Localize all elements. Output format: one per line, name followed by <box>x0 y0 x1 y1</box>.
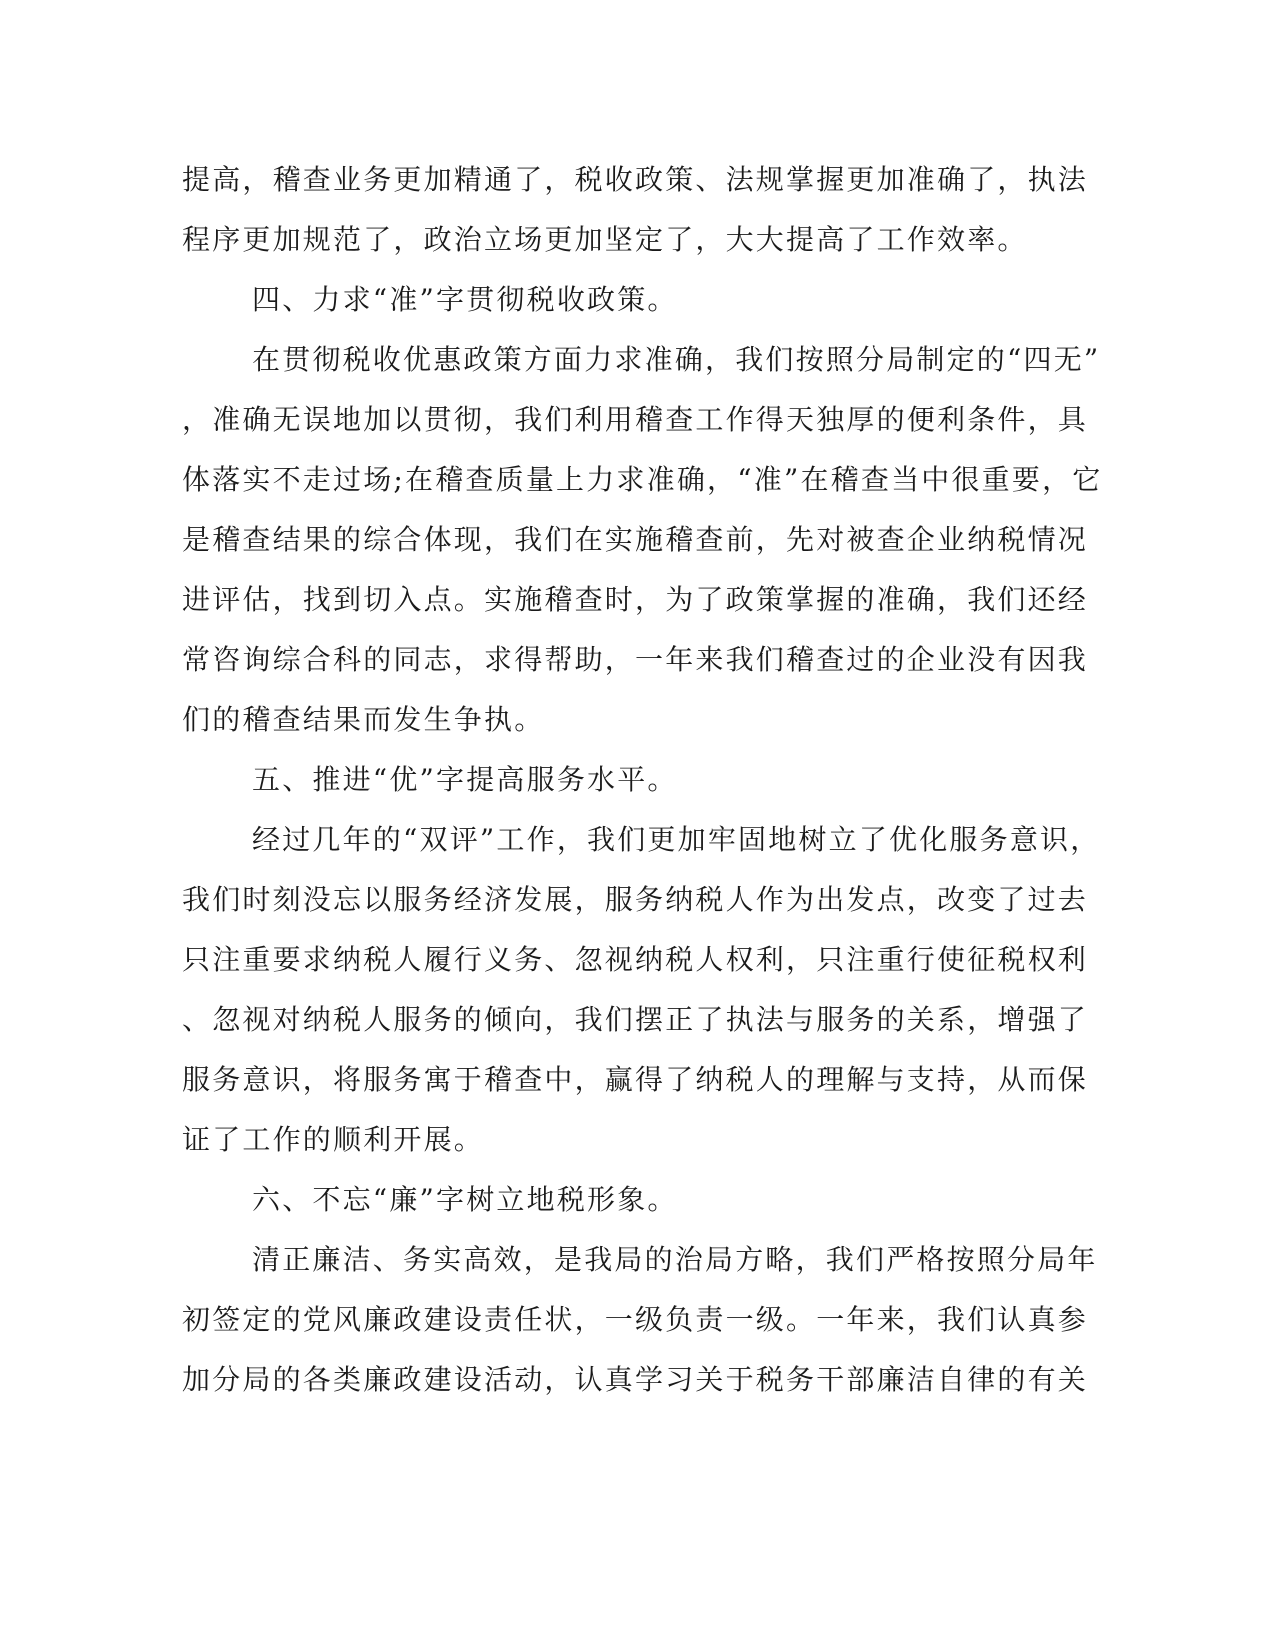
text-line: 常咨询综合科的同志，求得帮助，一年来我们稽查过的企业没有因我 <box>182 643 1089 676</box>
text-line: 进评估，找到切入点。实施稽查时，为了政策掌握的准确，我们还经 <box>182 583 1089 616</box>
text-line: 证了工作的顺利开展。 <box>182 1123 485 1156</box>
paragraph-first-line: 清正廉洁、务实高效，是我局的治局方略，我们严格按照分局年 <box>252 1243 1098 1276</box>
text-line: 们的稽查结果而发生争执。 <box>182 703 545 736</box>
paragraph-first-line: 四、力求“准”字贯彻税收政策。 <box>252 283 678 316</box>
document-body <box>182 150 1103 1410</box>
paragraph-first-line: 在贯彻税收优惠政策方面力求准确，我们按照分局制定的“四无” <box>252 343 1101 376</box>
text-line: 体落实不走过场;在稽查质量上力求准确，“准”在稽查当中很重要，它 <box>182 463 1103 496</box>
text-line: 程序更加规范了，政治立场更加坚定了，大大提高了工作效率。 <box>182 223 1028 256</box>
paragraph-first-line: 经过几年的“双评”工作，我们更加牢固地树立了优化服务意识， <box>252 823 1101 856</box>
text-line: 加分局的各类廉政建设活动，认真学习关于税务干部廉洁自律的有关 <box>182 1363 1089 1396</box>
paragraph-first-line: 五、推进“优”字提高服务水平。 <box>252 763 678 796</box>
paragraph-first-line: 六、不忘“廉”字树立地税形象。 <box>252 1183 678 1216</box>
text-line: 是稽查结果的综合体现，我们在实施稽查前，先对被查企业纳税情况 <box>182 523 1089 556</box>
text-line: ，准确无误地加以贯彻，我们利用稽查工作得天独厚的便利条件，具 <box>182 403 1089 436</box>
text-line: 只注重要求纳税人履行义务、忽视纳税人权利，只注重行使征税权利 <box>182 943 1089 976</box>
text-line: 提高，稽查业务更加精通了，税收政策、法规掌握更加准确了，执法 <box>182 163 1089 196</box>
text-line: 初签定的党风廉政建设责任状，一级负责一级。一年来，我们认真参 <box>182 1303 1089 1336</box>
text-line: 、忽视对纳税人服务的倾向，我们摆正了执法与服务的关系，增强了 <box>182 1003 1089 1036</box>
text-line: 服务意识，将服务寓于稽查中，赢得了纳税人的理解与支持，从而保 <box>182 1063 1089 1096</box>
text-line: 我们时刻没忘以服务经济发展，服务纳税人作为出发点，改变了过去 <box>182 883 1089 916</box>
